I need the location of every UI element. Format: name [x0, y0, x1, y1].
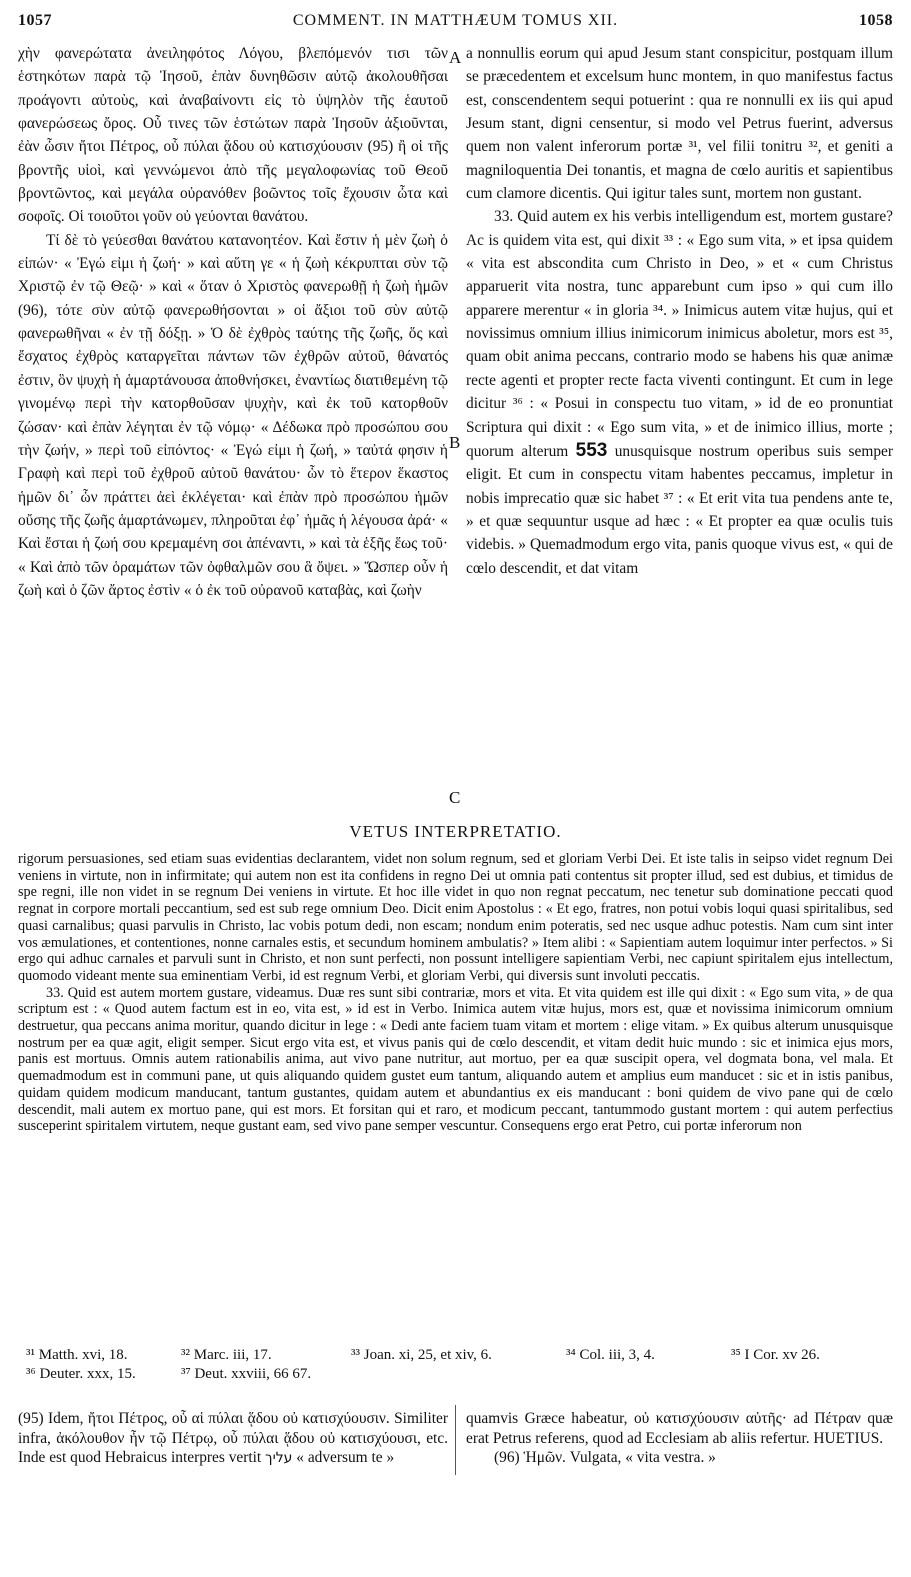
footnote-33: ³³ Joan. xi, 25, et xiv, 6. — [351, 1347, 492, 1363]
vetus-paragraph-1: rigorum persuasiones, sed etiam suas evidentias declarantem, videt non solum regnum, sed et gloriam Verbi Dei. Et iste talis in seipso videt regnum Dei veniens in virtute, non in infirmitate; qui autem non est ita confidens in regno Dei ut omnia pati contentus sit propter illud, sed est dubius, et timidus de spe regni, ille non videt in se regnum Dei veniens in virtute. Et hoc ille videt in quo non regnat peccatum, nec tenetur sub dominatione peccati quod regnat in corpore mortali peccantium, sed est sub rege omnium Deo. Dicit enim Apostolus : « Et ego, fratres, non potui vobis loqui quasi spiritalibus, sed quasi carnalibus; quasi parvulis in Christo, lac vobis potum dedi, non escam; nondum enim poteratis, sed nec usque adhuc potestis. Nam cum sint inter vos æmulationes, et contentiones, nonne carnales estis, et secundum hominem ambulatis? » Item alibi : « Sapientiam autem loquimur inter perfectos. » Si ergo qui adhuc carnales et parvuli sunt in Christo, et non sunt perfecti, non possunt intelligere sapientiam Verbi, nec capiunt spiritalem ejus intellectum, quomodo videant mente sua eminentiam Verbi, id est regnum Verbi, et gloriam Verbi, qui diversis sunt involuti peccatis. — [18, 851, 893, 984]
latin-paragraph-1: a nonnullis eorum qui apud Jesum stant conspicitur, postquam illum se præcedentem et excelsum hunc montem, in quo manifestus factus est, conscendentem sequi potuerint : qua re nonnulli ex iis qui apud Jesum stant, digni censentur, si modo vel Petrus fuerint, adversus quem non valent inferorum portæ ³¹, vel filii tonitru ³², et geniti a magniloquentia Dei tonantis, et magna de cœlo auritis et sapientibus cum clamore dicentis. Qui igitur tales sunt, mortem non gustant. — [466, 45, 893, 203]
latin-paragraph-2 — [466, 205, 893, 580]
page-header — [18, 12, 893, 36]
note-95-hebrew: עליך — [265, 1450, 293, 1467]
note-95-continuation: quamvis Græce habeatur, οὐ κατισχύουσιν αὐτῆς· ad Πέτραν quæ erat Petrus referens, quod ad Ecclesiam ab aliis refertur. HUETIUS. — [466, 1410, 893, 1447]
greek-paragraph-2: Τί δὲ τὸ γεύεσθαι θανάτου κατανοητέον. Καὶ ἔστιν ἡ μὲν ζωὴ ὁ εἰπών· « Ἐγώ εἰμι ἡ ζωή· » καὶ αὕτη γε « ἡ ζωὴ κέκρυπται σὺν τῷ Χριστῷ ἐν τῷ Θεῷ· » καὶ « ὅταν ὁ Χριστὸς φανερωθῇ ἡ ζωὴ ἡμῶν (96), τότε σὺν αὐτῷ φανερωθήσονται » οἱ ἄξιοι τοῦ σὺν αὐτῷ φανερωθῆναι « ἐν τῇ δόξῃ. » Ὁ δὲ ἐχθρὸς ταύτης τῆς ζωῆς, ὅς καὶ ἔσχατος ἐχθρὸς καταργεῖται πάντων τῶν ἐχθρῶν αὐτοῦ, θάνατός ἐστιν, ὃν ψυχὴ ἡ ἁμαρτάνουσα ἀποθνήσκει, ἐναντίως διατιθεμένη τῷ γινομένῳ περὶ τὴν κατορθοῦσαν ψυχὴν, καὶ ἐκ τοῦ κατορθοῦν ζώσαν· καὶ ἐπὰν λέγηται ἐν τῷ νόμῳ· « Δέδωκα πρὸ προσώπου σου τὴν ζωήν, » περὶ τοῦ εἰπόντος· « Ἐγώ εἰμι ἡ ζωή, » ταὐτά φησιν ἡ Γραφὴ καὶ περὶ τοῦ ἐχθροῦ αὐτοῦ θανάτου· ὧν τὸ ἕτερον ἕκαστος ἡμῶν δι᾽ ὧν πράττει ἀεὶ ἐκλέγεται· καὶ ἐπὰν πρὸ προσώπου ἡμῶν οὔσης τῆς ζωῆς ἁμαρτάνωμεν, πληροῦται ἐφ᾽ ἡμᾶς ἡ λέγουσα ἀρά· « Καὶ ἔσται ἡ ζωή σου κρεμαμένη σοι ἀπέναντι, » καὶ τὰ ἑξῆς ἕως τοῦ· « Καὶ ἀπὸ τῶν ὁραμάτων τῶν ὀφθαλμῶν σου ἃ ὄψει. » Ὥσπερ οὖν ἡ ζωὴ καὶ ὁ ζῶν ἄρτος ἐστὶν « ὁ ἐκ τοῦ οὐρανοῦ καταβὰς, καὶ ζωὴν — [18, 231, 448, 599]
vetus-paragraph-2: 33. Quid est autem mortem gustare, videamus. Duæ res sunt sibi contrariæ, mors et vita. Et vita quidem est ille qui dixit : « Ego sum vita, » de qua scriptum est : « Quod autem factum est in eo, vita est, » id est in Verbo. Inimica autem vitæ hujus, mors est, quæ et novissima inimicorum omnium destruetur, qua peccans anima moritur, quando dicitur in lege : « Dedi ante faciem tuam vitam et mortem : elige vitam. » Ex quibus alterum unusquisque nostrum per ea quæ agit, eligit semper. Sicut ergo vita est, et vivus panis qui de cœlo descendit, et vitam dedit huic mundo : sic et inimica ejus mors, panis est mortuus. Omnis autem rationabilis anima, aut vivo pane nutritur, aut mortuo, per ea quæ suscipit opera, vel dogmata bona, vel mala. Et quemadmodum est in communi pane, ut quis aliquando quidem gustet eum tantum, aliquando autem et amplius eum manducet : sic et in istis panibus, quidam quidem modicum manducant, tantum gustantes, quidam autem et abundantius ex eis manducant : boni quidem de vivo pane qui de cœlo descendit, mali autem ex mortuo pane, qui est mors. Et forsitan qui et raro, et modicum peccant, tantummodo gustant mortem : qui autem perfectius susceperint spiritalem virtutem, neque gustant eam, sed vivo pane semper vescuntur. Consequens ergo erat Petro, cui portæ inferorum non — [18, 984, 893, 1135]
page-marker: 553 — [575, 439, 608, 461]
note-96: (96) Ἡμῶν. Vulgata, « vita vestra. » — [494, 1449, 716, 1467]
footnotes-row-2 — [26, 1365, 893, 1383]
footnote-32: ³² Marc. iii, 17. — [181, 1347, 272, 1363]
notes-right-column — [466, 1409, 893, 1468]
margin-mark-a: A — [449, 48, 462, 67]
greek-column — [18, 42, 448, 602]
latin-paragraph-2a: 33. Quid autem ex his verbis intelligendum est, mortem gustare? Ac is quidem vita est, qui dixit ³³ : « Ego sum vita, » et ipsa quidem « vita est abscondita cum Christo in Deo, » et « cum Christus apparuerit vita nostra, tunc apparebunt cum ipso » qui cum illo apparere merentur « in gloria ³⁴. » Inimicus autem vitæ hujus, qui et novissimus omnium illius inimicorum inimicus aboletur, mors est ³⁵, quam obit anima peccans, contrario modo se habens his quæ animæ recte agenti et propter recte facta viventi contingunt. Et cum in lege dicitur ³⁶ : « Posui in conspectu tuo vitam, » id de eo pronuntiat Scriptura qui dixit : « Ego sum vita, » et de inimico illius, morte ; quorum alterum — [466, 208, 893, 460]
footnote-37: ³⁷ Deut. xxviii, 66 67. — [181, 1366, 312, 1382]
note-95-part-b: « adversum te » — [296, 1449, 395, 1467]
notes-column-divider — [455, 1405, 456, 1475]
latin-column — [466, 42, 893, 580]
note-95 — [18, 1409, 448, 1469]
running-title: COMMENT. IN MATTHÆUM TOMUS XII. — [292, 12, 619, 29]
note-95-text — [18, 1409, 448, 1469]
page-number-left: 1057 — [18, 12, 52, 29]
margin-mark-c: C — [449, 788, 461, 807]
latin-paragraph-2b: unusquisque nostrum operibus suis semper eligit. Et cum in conspectu vitam habentes peccamus, impletur in nobis imprecatio quæ sic habet ³⁷ : « Et erit vita tua pendens ante te, » et quæ sequuntur usque ad hæc : « Et propter ea quæ oculis tuis videbis. » Quemadmodum ergo vita, panis quoque vivus est, « qui de cœlo descendit, et dat vitam — [466, 442, 893, 577]
footnotes-row-1 — [26, 1346, 893, 1364]
vetus-interpretatio-title: VETUS INTERPRETATIO. — [349, 822, 562, 841]
footnote-36: ³⁶ Deuter. xxx, 15. — [26, 1366, 136, 1382]
footnote-35: ³⁵ I Cor. xv 26. — [731, 1347, 820, 1363]
greek-paragraph-1: χὴν φανερώτατα ἀνειληφότος Λόγου, βλεπόμενόν τισι τῶν ἑστηκότων παρὰ τῷ Ἰησοῦ, ἐπὰν δυνηθῶσιν αὐτῷ ἀκολουθῆσαι προάγοντι αὐτοὺς, καὶ ἀναβαίνοντι εἰς τὸ ὑψηλὸν τῆς ἑαυτοῦ φανερώσεως ὄρος. Οὗ τινες τῶν ἑστώτων παρὰ Ἰησοῦν ἀξιοῦνται, ἐὰν ὦσιν ἤτοι Πέτρος, οὗ πύλαι ᾅδου οὐ κατισχύουσιν (95) ἢ οἱ τῆς βροντῆς υἱοὶ, καὶ γεννώμενοι ἀπὸ τῆς μεγαλοφωνίας τοῦ Θεοῦ βροντῶντος, καὶ μεγάλα οὐρανόθεν βοῶντος τοῖς ἔχουσιν ὦτα καὶ σοφοῖς. Οἱ τοιοῦτοι γοῦν οὐ γεύονται θανάτου. — [18, 45, 448, 226]
footnote-34: ³⁴ Col. iii, 3, 4. — [566, 1347, 655, 1363]
note-95-part-a: (95) Idem, ἤτοι Πέτρος, οὗ αἱ πύλαι ᾅδου οὐ κατισχύουσιν. Similiter infra, ἀκόλουθον ἦν τῷ Πέτρῳ, οὗ πύλαι ᾅδου οὐ κατισχύουσι, etc. Inde est quod Hebraicus interpres vertit — [18, 1410, 448, 1467]
footnote-31: ³¹ Matth. xvi, 18. — [26, 1347, 128, 1363]
page-number-right: 1058 — [859, 12, 893, 29]
margin-mark-b: B — [449, 433, 461, 452]
vetus-interpretatio-text — [18, 851, 893, 1135]
